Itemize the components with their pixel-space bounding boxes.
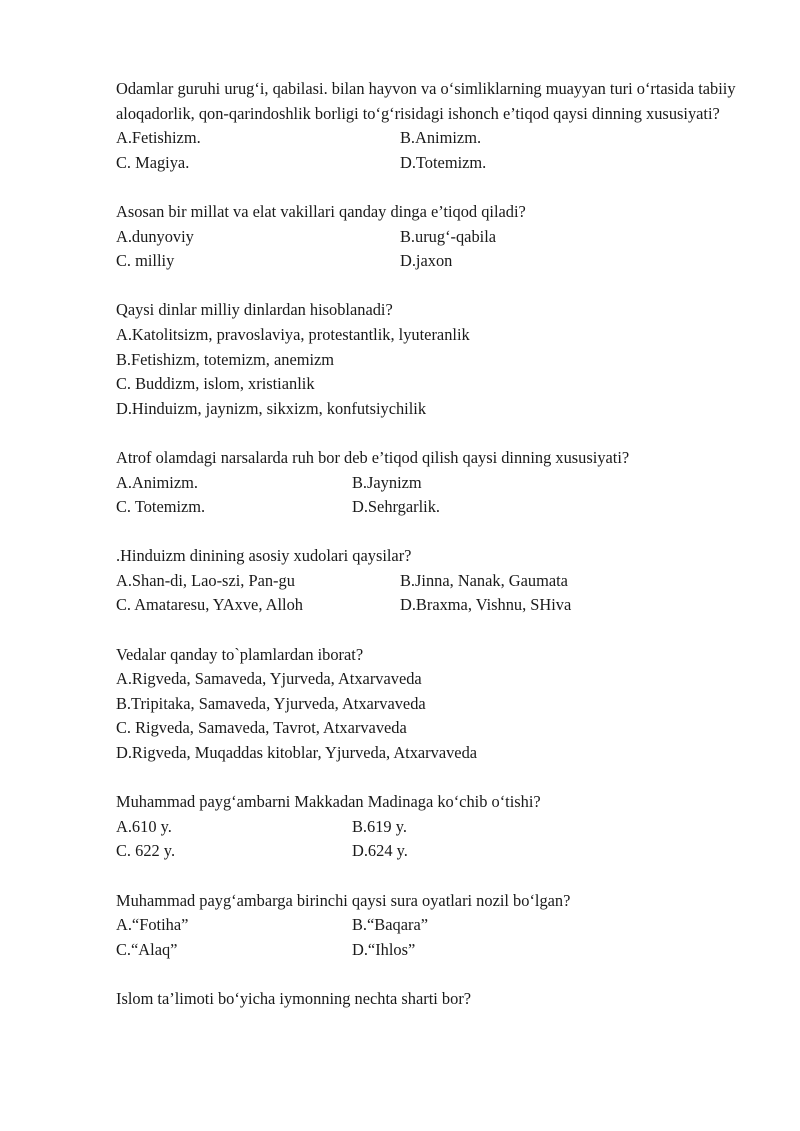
option-d: D.jaxon [400, 251, 453, 271]
question-text: .Hinduizm dinining asosiy xudolari qaysilar? [116, 546, 412, 566]
option-d: D.624 y. [352, 841, 408, 861]
option-b: B.Jaynizm [352, 472, 422, 492]
option-a: A.dunyoviy [116, 226, 194, 246]
option-a: A.Animizm. [116, 472, 198, 492]
question-5 [116, 544, 746, 618]
answer-options [116, 667, 746, 765]
option-c: C. Totemizm. [116, 497, 206, 517]
question-text: Asosan bir millat va elat vakillari qanday dinga e’tiqod qiladi? [116, 201, 526, 221]
option-b: B.urug‘-qabila [400, 226, 497, 246]
option-d: D.Sehrgarlik. [352, 497, 441, 517]
question-6 [116, 643, 746, 766]
option-b: B.Jinna, Nanak, Gaumata [400, 570, 568, 590]
answer-options [116, 815, 746, 864]
option-b: B.Tripitaka, Samaveda, Yjurveda, Atxarvaveda [116, 693, 426, 713]
option-d: D.Hinduizm, jaynizm, sikxizm, konfutsiychilik [116, 398, 427, 418]
question-1 [116, 77, 746, 175]
option-c: C. Amataresu, YAxve, Alloh [116, 595, 303, 615]
option-c: C. Rigveda, Samaveda, Tavrot, Atxarvaveda [116, 718, 407, 738]
question-text: Muhammad payg‘ambarni Makkadan Madinaga ko‘chib o‘tishi? [116, 792, 541, 812]
option-c: C. Buddizm, islom, xristianlik [116, 374, 315, 394]
option-b: B.Fetishizm, totemizm, anemizm [116, 349, 335, 369]
option-b: B.“Baqara” [352, 915, 428, 935]
option-b: B.Animizm. [400, 128, 482, 148]
question-text: Islom ta’limoti bo‘yicha iymonning nechta sharti bor? [116, 988, 472, 1008]
question-text: Vedalar qanday to`plamlardan iborat? [116, 644, 364, 664]
question-text: Atrof olamdagi narsalarda ruh bor deb e’tiqod qilish qaysi dinning xususiyati? [116, 447, 630, 467]
option-d: D.Braxma, Vishnu, SHiva [400, 595, 572, 615]
answer-options [116, 471, 746, 520]
question-9 [116, 987, 746, 1012]
option-c: C. Magiya. [116, 152, 190, 172]
question-2 [116, 200, 746, 274]
option-d: D.Totemizm. [400, 152, 487, 172]
question-text: Qaysi dinlar milliy dinlardan hisoblanadi? [116, 300, 393, 320]
option-a: A.Katolitsizm, pravoslaviya, protestantlik, lyuteranlik [116, 324, 470, 344]
answer-options [116, 913, 746, 962]
test-page [116, 77, 746, 1036]
option-a: A.“Fotiha” [116, 915, 189, 935]
option-a: A.Fetishizm. [116, 128, 201, 148]
option-c: C. 622 y. [116, 841, 176, 861]
answer-options [116, 126, 746, 175]
option-d: D.Rigveda, Muqaddas kitoblar, Yjurveda, Atxarvaveda [116, 743, 478, 763]
question-text: Muhammad payg‘ambarga birinchi qaysi sura oyatlari nozil bo‘lgan? [116, 890, 571, 910]
option-b: B.619 y. [352, 816, 407, 836]
question-7 [116, 790, 746, 864]
question-text: Odamlar guruhi urug‘i, qabilasi. bilan hayvon va o‘simliklarning muayyan turi o‘rtasida tabiiy aloqadorlik, qon-qarindoshlik borligi to‘g‘risidagi ishonch e’tiqod qaysi dinning xususiyati? [116, 79, 736, 123]
option-a: A.610 y. [116, 816, 172, 836]
answer-options [116, 225, 746, 274]
question-3 [116, 298, 746, 421]
question-4 [116, 446, 746, 520]
answer-options [116, 569, 746, 618]
answer-options [116, 323, 746, 421]
question-8 [116, 889, 746, 963]
option-a: A.Rigveda, Samaveda, Yjurveda, Atxarvaveda [116, 669, 422, 689]
option-d: D.“Ihlos” [352, 939, 416, 959]
option-a: A.Shan-di, Lao-szi, Pan-gu [116, 570, 295, 590]
option-c: C.“Alaq” [116, 939, 178, 959]
option-c: C. milliy [116, 251, 175, 271]
